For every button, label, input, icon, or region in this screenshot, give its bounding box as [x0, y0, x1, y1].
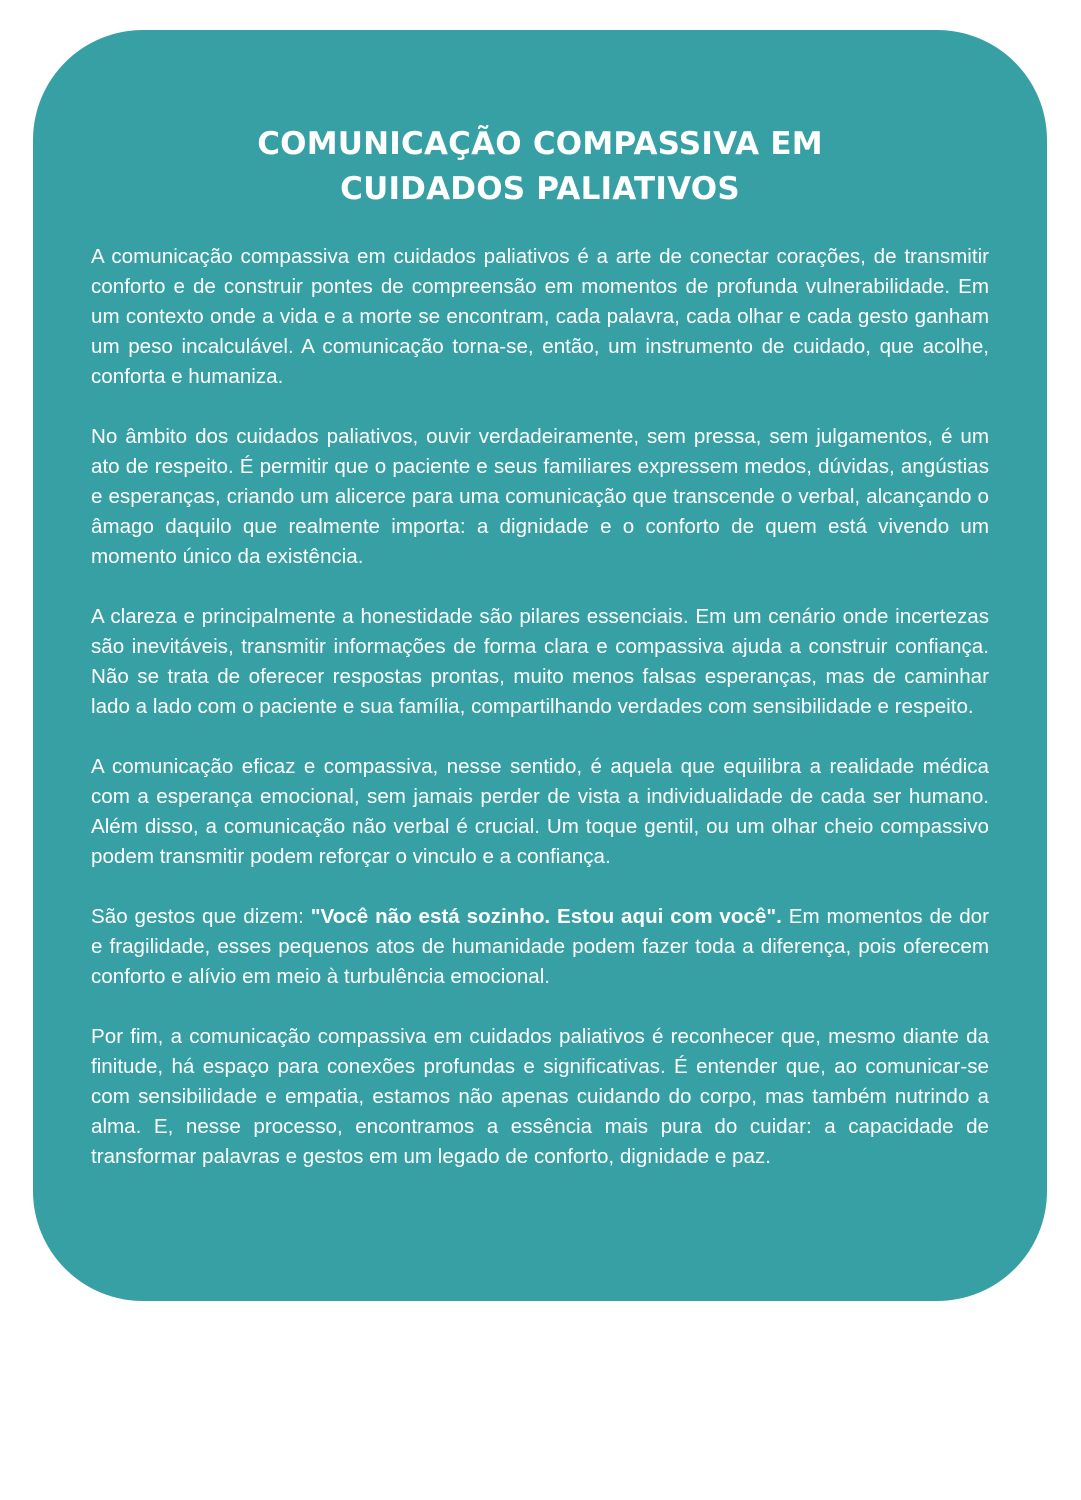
paragraph-5-rest: Em momentos de dor e fragilidade, esses pequenos atos de humanidade podem fazer toda a diferença, pois oferecem conforto e alívio em meio à turbulência emocional. [91, 905, 989, 988]
paragraph-6: Por fim, a comunicação compassiva em cuidados paliativos é reconhecer que, mesmo diante da finitude, há espaço para conexões profundas e significativas. É entender que, ao comunicar-se com sensibilidade e empatia, estamos não apenas cuidando do corpo, mas também nutrindo a alma. E, nesse processo, encontramos a essência mais pura do cuidar: a capacidade de transformar palavras e gestos em um legado de conforto, dignidade e paz. [91, 1025, 989, 1168]
paragraph-5-quote: "Você não está sozinho. Estou aqui com você". [310, 905, 782, 928]
paragraph-5 [91, 902, 989, 992]
content-card [33, 30, 1047, 1301]
article-body [91, 242, 989, 1172]
page-title [91, 122, 989, 212]
paragraph-5-intro: São gestos que dizem: [91, 905, 311, 928]
paragraph-4: A comunicação eficaz e compassiva, nesse sentido, é aquela que equilibra a realidade médica com a esperança emocional, sem jamais perder de vista a individualidade de cada ser humano. Além disso, a comunicação não verbal é crucial. Um toque gentil, ou um olhar cheio compassivo podem transmitir podem reforçar o vinculo e a confiança. [91, 755, 989, 868]
title-line-2: CUIDADOS PALIATIVOS [340, 171, 740, 207]
paragraph-3: A clareza e principalmente a honestidade são pilares essenciais. Em um cenário onde incertezas são inevitáveis, transmitir informações de forma clara e compassiva ajuda a construir confiança. Não se trata de oferecer respostas prontas, muito menos falsas esperanças, mas de caminhar lado a lado com o paciente e sua família, compartilhando verdades com sensibilidade e respeito. [91, 605, 989, 718]
title-line-1: COMUNICAÇÃO COMPASSIVA EM [257, 126, 823, 162]
paragraph-2: No âmbito dos cuidados paliativos, ouvir verdadeiramente, sem pressa, sem julgamentos, é um ato de respeito. É permitir que o paciente e seus familiares expressem medos, dúvidas, angústias e esperanças, criando um alicerce para uma comunicação que transcende o verbal, alcançando o âmago daquilo que realmente importa: a dignidade e o conforto de quem está vivendo um momento único da existência. [91, 425, 989, 568]
paragraph-1: A comunicação compassiva em cuidados paliativos é a arte de conectar corações, de transmitir conforto e de construir pontes de compreensão em momentos de profunda vulnerabilidade. Em um contexto onde a vida e a morte se encontram, cada palavra, cada olhar e cada gesto ganham um peso incalculável. A comunicação torna-se, então, um instrumento de cuidado, que acolhe, conforta e humaniza. [91, 245, 989, 388]
